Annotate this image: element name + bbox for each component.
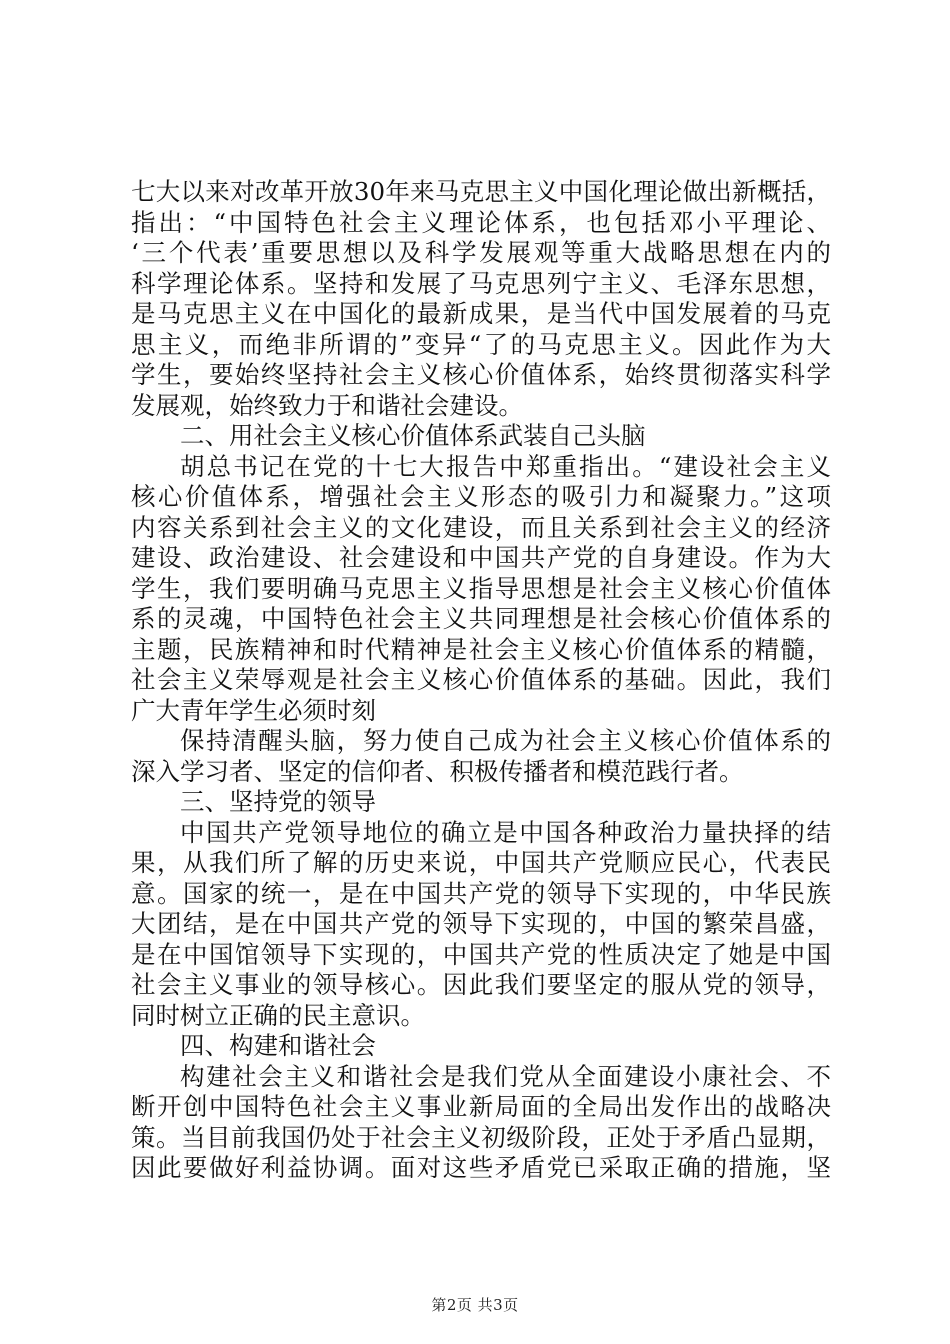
text-line: 社会主义荣辱观是社会主义核心价值体系的基础。因此，我们 <box>131 665 831 694</box>
text-line: 社会主义事业的领导核心。因此我们要坚定的服从党的领导， <box>131 970 831 999</box>
text-line: 核心价值体系，增强社会主义形态的吸引力和凝聚力。”这项 <box>131 482 831 511</box>
text-line: 学生，要始终坚持社会主义核心价值体系，始终贯彻落实科学 <box>131 360 831 389</box>
text-line: 系的灵魂，中国特色社会主义共同理想是社会核心价值体系的 <box>131 604 831 633</box>
text-line: 策。当目前我国仍处于社会主义初级阶段，正处于矛盾凸显期， <box>131 1122 831 1152</box>
page-footer: 第2页 共3页 <box>431 1296 519 1314</box>
text-line: 意。国家的统一，是在中国共产党的领导下实现的，中华民族 <box>131 878 831 908</box>
text-line: 四、构建和谐社会 <box>180 1031 376 1060</box>
text-line: 是在中国馆领导下实现的，中国共产党的性质决定了她是中国 <box>131 939 831 969</box>
text-line: 果，从我们所了解的历史来说，中国共产党顺应民心，代表民 <box>131 848 831 877</box>
text-line: 构建社会主义和谐社会是我们党从全面建设小康社会、不 <box>180 1061 831 1091</box>
text-line: 三、坚持党的领导 <box>180 787 376 816</box>
text-line: 胡总书记在党的十七大报告中郑重指出。“建设社会主义 <box>180 451 831 481</box>
text-line: 二、用社会主义核心价值体系武装自己头脑 <box>180 421 646 450</box>
text-line: 大团结，是在中国共产党的领导下实现的，中国的繁荣昌盛， <box>131 909 831 938</box>
text-line: 科学理论体系。坚持和发展了马克思列宁主义、毛泽东思想， <box>131 268 831 298</box>
text-line: ‘三个代表’重要思想以及科学发展观等重大战略思想在内的 <box>131 238 831 267</box>
text-line: 广大青年学生必须时刻 <box>131 695 376 725</box>
text-line: 同时树立正确的民主意识。 <box>131 1000 425 1030</box>
document-body <box>131 177 831 1184</box>
text-line: 发展观，始终致力于和谐社会建设。 <box>131 390 523 420</box>
text-line: 是马克思主义在中国化的最新成果，是当代中国发展着的马克 <box>131 299 831 328</box>
text-line: 深入学习者、坚定的信仰者、积极传播者和模范践行者。 <box>131 756 744 786</box>
text-line: 思主义，而绝非所谓的”变异“了的马克思主义。因此作为大 <box>131 329 831 359</box>
text-line: 主题，民族精神和时代精神是社会主义核心价值体系的精髓， <box>131 634 831 664</box>
text-line: 七大以来对改革开放30年来马克思主义中国化理论做出新概括， <box>131 177 831 206</box>
text-line: 内容关系到社会主义的文化建设，而且关系到社会主义的经济 <box>131 512 831 542</box>
text-line: 中国共产党领导地位的确立是中国各种政治力量抉择的结 <box>180 817 831 847</box>
text-line: 因此要做好利益协调。面对这些矛盾党已采取正确的措施，坚 <box>131 1153 831 1182</box>
text-line: 建设、政治建设、社会建设和中国共产党的自身建设。作为大 <box>131 543 831 572</box>
text-line: 保持清醒头脑，努力使自己成为社会主义核心价值体系的 <box>180 726 831 755</box>
text-line: 学生，我们要明确马克思主义指导思想是社会主义核心价值体 <box>131 573 831 603</box>
text-line: 指出：“中国特色社会主义理论体系，也包括邓小平理论、 <box>131 207 831 237</box>
text-line: 断开创中国特色社会主义事业新局面的全局出发作出的战略决 <box>131 1092 831 1121</box>
